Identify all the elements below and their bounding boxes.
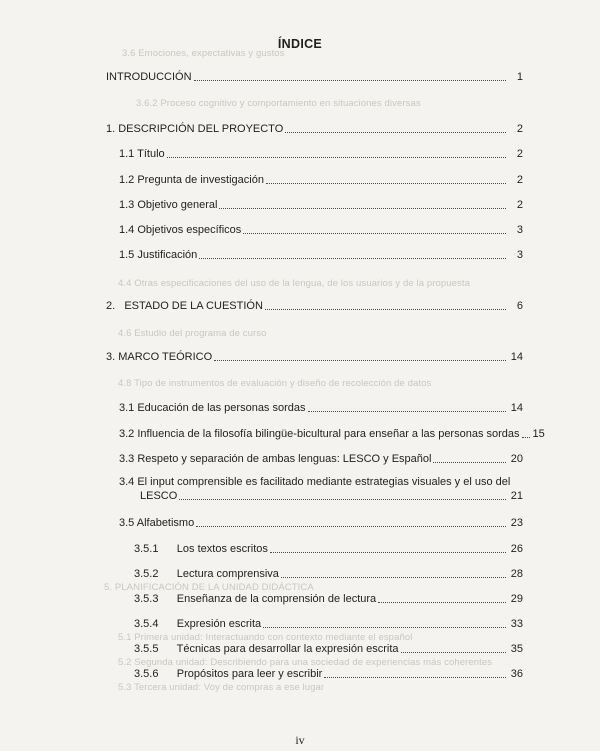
toc-entry[interactable] [134,540,523,556]
toc-entry[interactable] [106,348,523,364]
dot-leader [308,411,506,412]
toc-entry-page: 21 [510,490,523,502]
toc-entry-page: 35 [510,643,523,655]
toc-entry-label: 3.5.2 Lectura comprensiva [134,568,279,580]
toc-entry[interactable] [119,514,523,530]
bleed-through-line: 3.6.2 Proceso cognitivo y comportamiento en situaciones diversas [136,98,421,109]
dot-leader [196,526,506,527]
toc-entry-page: 14 [510,351,523,363]
page-title: ÍNDICE [277,37,323,51]
toc-entry[interactable] [106,68,523,84]
toc-entry-label: 3.5.1 Los textos escritos [134,543,268,555]
dot-leader [265,309,506,310]
toc-entry-label: 1. DESCRIPCIÓN DEL PROYECTO [106,123,284,135]
bleed-through-line: 5.3 Tercera unidad: Voy de compras a ese lugar [118,682,325,693]
toc-entry[interactable] [119,246,523,262]
toc-entry-label: 3.3 Respeto y separación de ambas lenguas: LESCO y Español [119,453,432,465]
toc-entry[interactable] [119,450,523,466]
dot-leader [378,602,506,603]
toc-entry[interactable] [140,487,523,503]
dot-leader [199,258,506,259]
toc-entry-label: 3.1 Educación de las personas sordas [119,402,306,414]
toc-entry-label: 1.1 Título [119,148,165,160]
dot-leader [285,132,506,133]
toc-entry[interactable] [134,665,523,681]
toc-entry-label: 1.4 Objetivos específicos [119,224,242,236]
toc-entry-page: 1 [516,71,523,83]
toc-entry[interactable] [119,145,523,161]
dot-leader [433,462,506,463]
toc-entry[interactable] [134,565,523,581]
toc-entry-page: 29 [510,593,523,605]
toc-entry[interactable] [119,196,523,212]
toc-entry-page: 20 [510,453,523,465]
toc-entry-label: 3.2 Influencia de la filosofía bilingüe-bicultural para enseñar a las personas sordas [119,428,520,440]
bleed-through-line: 4.8 Tipo de instrumentos de evaluación y diseño de recolección de datos [118,378,432,389]
dot-leader [243,233,506,234]
dot-leader [214,360,506,361]
dot-leader [219,208,506,209]
dot-leader [167,157,506,158]
bleed-through-line: 5.2 Segunda unidad: Describiendo para una sociedad de experiencias más coherentes [118,657,493,668]
toc-entry-label: 3.5.4 Expresión escrita [134,618,262,630]
bleed-through-line: 4.4 Otras especificaciones del uso de la lengua, de los usuarios y de la propuesta [118,278,470,289]
toc-entry[interactable] [119,399,523,415]
bleed-through-line: 5. PLANIFICACIÓN DE LA UNIDAD DIDÁCTICA [104,582,314,593]
toc-entry-page: 33 [510,618,523,630]
dot-leader [401,652,506,653]
toc-entry-label: INTRODUCCIÓN [106,71,192,83]
toc-entry[interactable] [134,590,523,606]
dot-leader [324,677,506,678]
toc-entry-label: 1.5 Justificación [119,249,198,261]
toc-entry-page: 23 [510,517,523,529]
dot-leader [522,437,530,438]
toc-entry-label: 3.5.6 Propósitos para leer y escribir [134,668,323,680]
toc-entry-label: 3. MARCO TEÓRICO [106,351,213,363]
toc-entry-label: LESCO [140,490,178,502]
toc-entry[interactable] [106,120,523,136]
toc-entry-label: 3.5 Alfabetismo [119,517,195,529]
bleed-through-line: 3.6 Emociones, expectativas y gustos [122,48,285,59]
toc-entry-page: 28 [510,568,523,580]
toc-entry-page: 2 [516,174,523,186]
toc-entry-page: 2 [516,123,523,135]
dot-leader [281,577,506,578]
toc-entry-page: 14 [510,402,523,414]
toc-entry-page: 3 [516,224,523,236]
bleed-through-line: 5.1 Primera unidad: Interactuando con contexto mediante el español [118,632,413,643]
dot-leader [194,80,506,81]
toc-entry-page: 15 [532,428,545,440]
toc-entry-label: 3.5.5 Técnicas para desarrollar la expresión escrita [134,643,399,655]
toc-entry-label: 3.5.3 Enseñanza de la comprensión de lectura [134,593,377,605]
toc-entry-page: 2 [516,199,523,211]
toc-entry-page: 6 [516,300,523,312]
toc-entry-label: 1.3 Objetivo general [119,199,218,211]
dot-leader [179,499,506,500]
toc-entry-label: 1.2 Pregunta de investigación [119,174,264,186]
dot-leader [266,183,506,184]
bleed-through-line: 4.6 Estudio del programa de curso [118,328,267,339]
dot-leader [270,552,506,553]
toc-entry-line-1[interactable]: 3.4 El input comprensible es facilitado mediante estrategias visuales y el uso del [119,476,511,488]
toc-entry-label: 2. ESTADO DE LA CUESTIÓN [106,300,263,312]
toc-entry-page: 36 [510,668,523,680]
toc-entry[interactable] [134,615,523,631]
toc-entry-page: 2 [516,148,523,160]
toc-entry[interactable] [119,171,523,187]
dot-leader [263,627,506,628]
toc-entry-page: 3 [516,249,523,261]
toc-entry[interactable] [119,425,545,441]
page-number-footer: iv [295,733,305,747]
toc-entry[interactable] [119,221,523,237]
toc-entry[interactable] [134,640,523,656]
toc-entry[interactable] [106,297,523,313]
toc-entry-page: 26 [510,543,523,555]
